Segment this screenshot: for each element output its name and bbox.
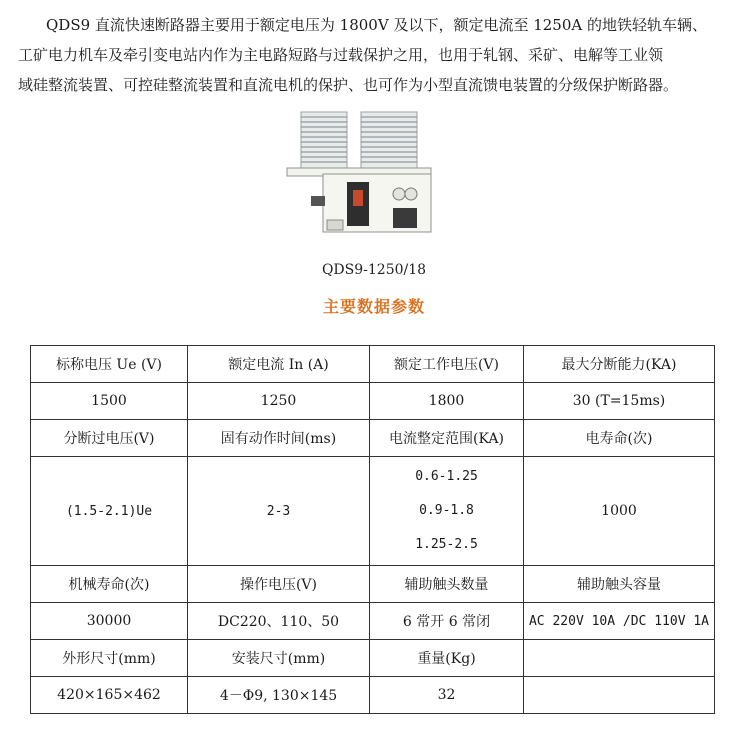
cell-value: 1250 [188, 383, 370, 420]
parameter-table [30, 345, 715, 714]
header-operating-time: 固有动作时间(ms) [188, 420, 370, 457]
header-mounting-size: 安装尺寸(mm) [188, 640, 370, 677]
table-row [31, 383, 715, 420]
table-header-row [31, 346, 715, 383]
header-rated-voltage: 标称电压 Ue (V) [31, 346, 188, 383]
header-operating-voltage: 操作电压(V) [188, 566, 370, 603]
cell-value: 30 (T=15ms) [524, 383, 715, 420]
header-breaking-capacity: 最大分断能力(KA) [524, 346, 715, 383]
header-current-setting-range: 电流整定范围(KA) [370, 420, 524, 457]
cell-value: (1.5-2.1)Ue [31, 457, 188, 566]
empty-cell [524, 677, 715, 714]
product-photo [283, 108, 433, 238]
cell-value: 32 [370, 677, 524, 714]
header-aux-contact-capacity: 辅助触头容量 [524, 566, 715, 603]
table-row [31, 677, 715, 714]
table-row [31, 457, 715, 566]
cell-value: 2-3 [188, 457, 370, 566]
intro-line-1: QDS9 直流快速断路器主要用于额定电压为 1800V 及以下，额定电流至 1250A 的地铁轻轨车辆、 [46, 16, 707, 34]
header-breaking-overvoltage: 分断过电压(V) [31, 420, 188, 457]
empty-cell [524, 640, 715, 677]
section-title: 主要数据参数 [322, 297, 425, 316]
cell-value: 1800 [370, 383, 524, 420]
header-weight: 重量(Kg) [370, 640, 524, 677]
header-electrical-life: 电寿命(次) [524, 420, 715, 457]
cell-value: DC220、110、50 [188, 603, 370, 640]
header-rated-current: 额定电流 In (A) [188, 346, 370, 383]
intro-paragraph [18, 10, 730, 100]
table-row [31, 603, 715, 640]
intro-line-2: 工矿电力机车及牵引变电站内作为主电路短路与过载保护之用，也用于轧钢、采矿、电解等工业领 [18, 46, 664, 64]
header-dimensions: 外形尺寸(mm) [31, 640, 188, 677]
product-model-caption: QDS9-1250/18 [321, 262, 427, 278]
intro-line-3: 域硅整流装置、可控硅整流装置和直流电机的保护、也可作为小型直流馈电装置的分级保护断路器。 [18, 76, 679, 94]
range-value: 1.25-2.5 [415, 537, 478, 552]
cell-value: AC 220V 10A /DC 110V 1A [524, 603, 715, 640]
cell-setting-ranges [370, 457, 524, 566]
cell-value: 4－Φ9, 130×145 [188, 677, 370, 714]
range-value: 0.6-1.25 [415, 469, 478, 484]
cell-value: 1000 [524, 457, 715, 566]
header-mechanical-life: 机械寿命(次) [31, 566, 188, 603]
table-header-row [31, 640, 715, 677]
cell-value: 30000 [31, 603, 188, 640]
header-aux-contact-count: 辅助触头数量 [370, 566, 524, 603]
table-header-row [31, 420, 715, 457]
cell-value: 1500 [31, 383, 188, 420]
range-value: 0.9-1.8 [419, 503, 474, 518]
cell-value: 6 常开 6 常闭 [370, 603, 524, 640]
cell-value: 420×165×462 [31, 677, 188, 714]
table-header-row [31, 566, 715, 603]
header-working-voltage: 额定工作电压(V) [370, 346, 524, 383]
